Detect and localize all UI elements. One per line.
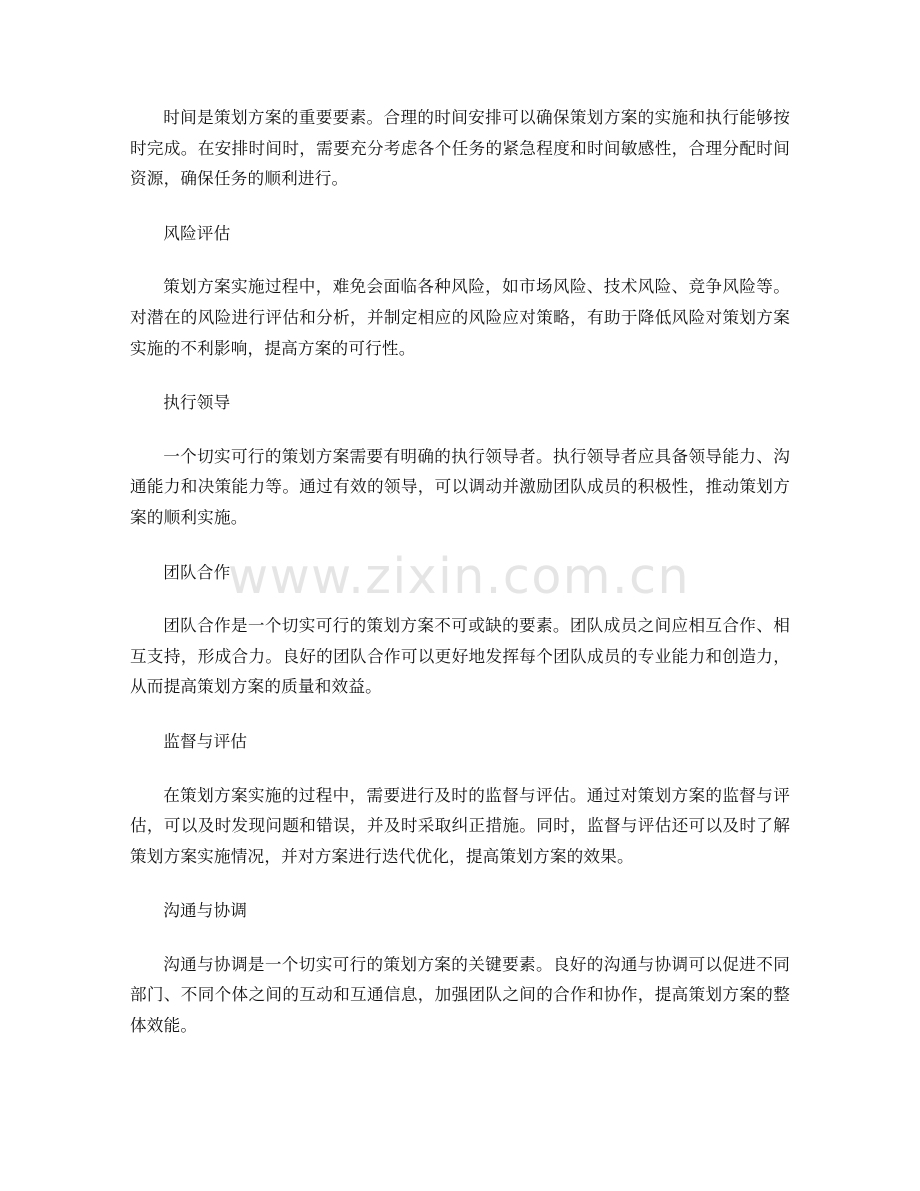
spacer [130,534,790,558]
section-heading-risk-assessment: 风险评估 [163,223,231,243]
spacer [130,419,790,442]
section-heading-supervision-evaluation: 监督与评估 [163,731,248,751]
section-paragraph-execution-leadership: 一个切实可行的策划方案需要有明确的执行领导者。执行领导者应具备领导能力、沟通能力和决策能力等。通过有效的领导，可以调动并激励团队成员的积极性，推动策划方案的顺利实施。 [130,446,790,527]
spacer [130,703,790,727]
section-paragraph-teamwork: 团队合作是一个切实可行的策划方案不可或缺的要素。团队成员之间应相互合作、相互支持，形成合力。良好的团队合作可以更好地发挥每个团队成员的专业能力和创造力，从而提高策划方案的质量和效益。 [130,616,790,697]
spacer [130,927,790,950]
section-heading-communication-coordination: 沟通与协调 [163,901,248,921]
spacer [130,364,790,388]
document-body [130,103,790,1042]
section-heading-teamwork: 团队合作 [163,562,231,582]
section-heading-execution-leadership: 执行领导 [163,393,231,413]
spacer [130,872,790,896]
section-paragraph-communication-coordination: 沟通与协调是一个切实可行的策划方案的关键要素。良好的沟通与协调可以促进不同部门、不同个体之间的互动和互通信息，加强团队之间的合作和协作，提高策划方案的整体效能。 [130,954,790,1036]
section-paragraph-supervision-evaluation: 在策划方案实施的过程中，需要进行及时的监督与评估。通过对策划方案的监督与评估，可以及时发现问题和错误，并及时采取纠正措施。同时，监督与评估还可以及时了解策划方案实施情况，并对方案进行迭代优化，提高策划方案的效果。 [130,785,790,866]
section-paragraph-risk-assessment: 策划方案实施过程中，难免会面临各种风险，如市场风险、技术风险、竞争风险等。对潜在的风险进行评估和分析，并制定相应的风险应对策略，有助于降低风险对策划方案实施的不利影响，提高方案的可行性。 [130,277,790,358]
spacer [130,249,790,272]
watermark: www.zixin.com.cn [228,548,691,605]
spacer [130,588,790,611]
spacer [130,195,790,219]
spacer [130,758,790,781]
intro-paragraph: 时间是策划方案的重要要素。合理的时间安排可以确保策划方案的实施和执行能够按时完成。在安排时间时，需要充分考虑各个任务的紧急程度和时间敏感性，合理分配时间资源，确保任务的顺利进行。 [130,108,790,189]
